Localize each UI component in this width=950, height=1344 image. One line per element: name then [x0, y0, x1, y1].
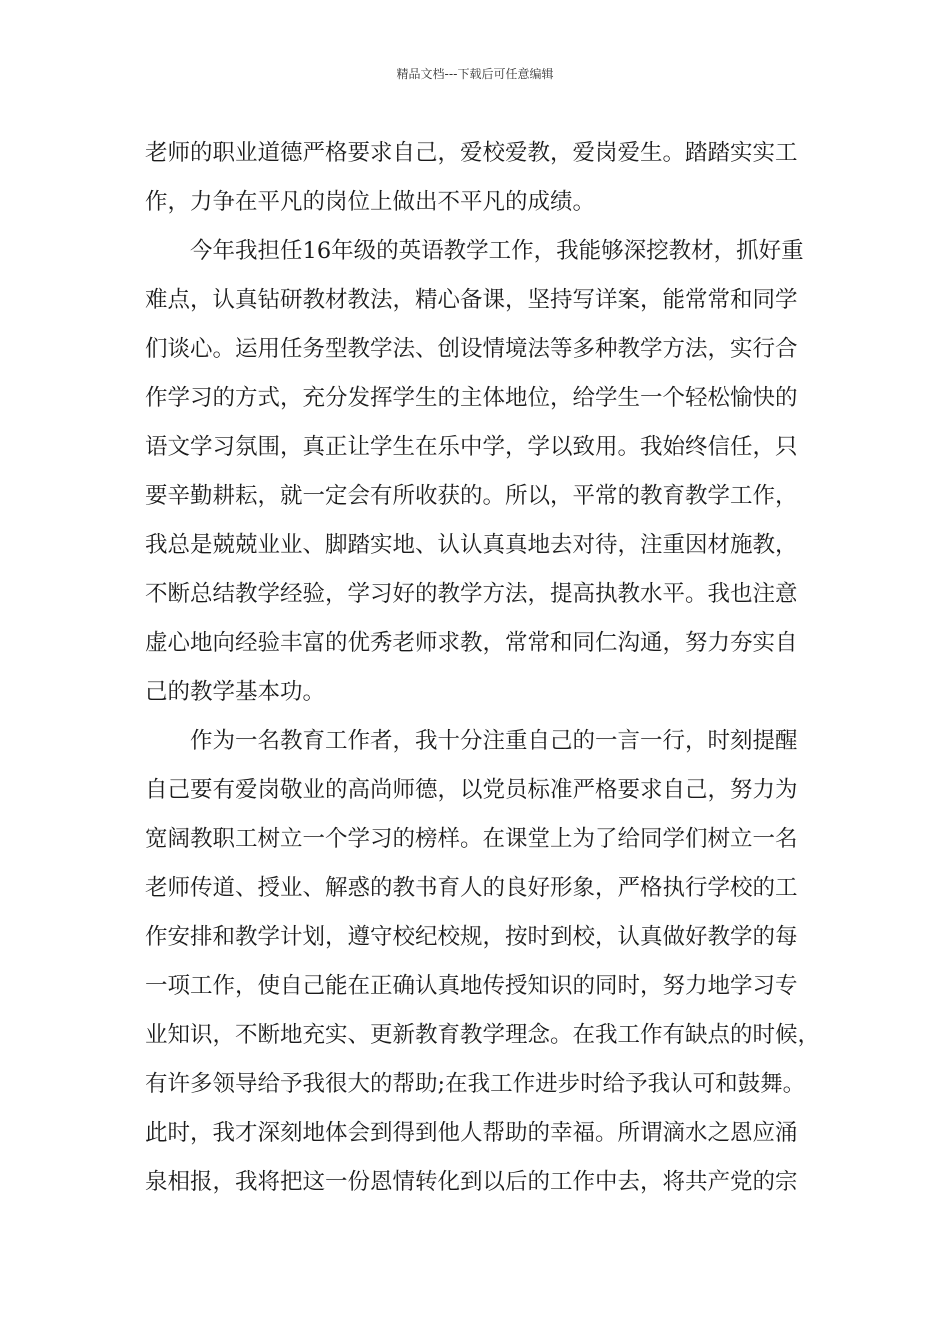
text-line: 有许多领导给予我很大的帮助;在我工作进步时给予我认可和鼓舞。 [145, 1071, 806, 1097]
text-line: 一项工作，使自己能在正确认真地传授知识的同时，努力地学习专 [145, 973, 798, 999]
text-line: 业知识，不断地充实、更新教育教学理念。在我工作有缺点的时候， [145, 1022, 821, 1048]
text-line: 语文学习氛围，真正让学生在乐中学，学以致用。我始终信任，只 [145, 434, 798, 460]
text-line: 作安排和教学计划，遵守校纪校规，按时到校，认真做好教学的每 [145, 924, 798, 950]
text-line: 老师的职业道德严格要求自己，爱校爱教，爱岗爱生。踏踏实实工 [145, 140, 798, 166]
text-line: 泉相报，我将把这一份恩情转化到以后的工作中去，将共产党的宗 [145, 1169, 798, 1195]
paragraph-start-line: 今年我担任16年级的英语教学工作，我能够深挖教材，抓好重 [190, 238, 804, 264]
text-line: 此时，我才深刻地体会到得到他人帮助的幸福。所谓滴水之恩应涌 [145, 1120, 798, 1146]
text-line: 不断总结教学经验，学习好的教学方法，提高执教水平。我也注意 [145, 581, 798, 607]
text-line: 我总是兢兢业业、脚踏实地、认认真真地去对待，注重因材施教， [145, 532, 798, 558]
text-line: 们谈心。运用任务型教学法、创设情境法等多种教学方法，实行合 [145, 336, 798, 362]
text-line: 作学习的方式，充分发挥学生的主体地位，给学生一个轻松愉快的 [145, 385, 798, 411]
body-text [145, 129, 825, 1207]
text-line: 要辛勤耕耘，就一定会有所收获的。所以，平常的教育教学工作， [145, 483, 798, 509]
text-line: 老师传道、授业、解惑的教书育人的良好形象，严格执行学校的工 [145, 875, 798, 901]
text-line: 宽阔教职工树立一个学习的榜样。在课堂上为了给同学们树立一名 [145, 826, 798, 852]
page-header: 精品文档---下载后可任意编辑 [396, 67, 554, 81]
paragraph-start-line: 作为一名教育工作者，我十分注重自己的一言一行，时刻提醒 [190, 728, 798, 754]
text-line: 自己要有爱岗敬业的高尚师德，以党员标准严格要求自己，努力为 [145, 777, 798, 803]
text-line: 作，力争在平凡的岗位上做出不平凡的成绩。 [145, 189, 596, 215]
text-line: 难点，认真钻研教材教法，精心备课，坚持写详案，能常常和同学 [145, 287, 798, 313]
text-line: 己的教学基本功。 [145, 679, 326, 705]
text-line: 虚心地向经验丰富的优秀老师求教，常常和同仁沟通，努力夯实自 [145, 630, 798, 656]
